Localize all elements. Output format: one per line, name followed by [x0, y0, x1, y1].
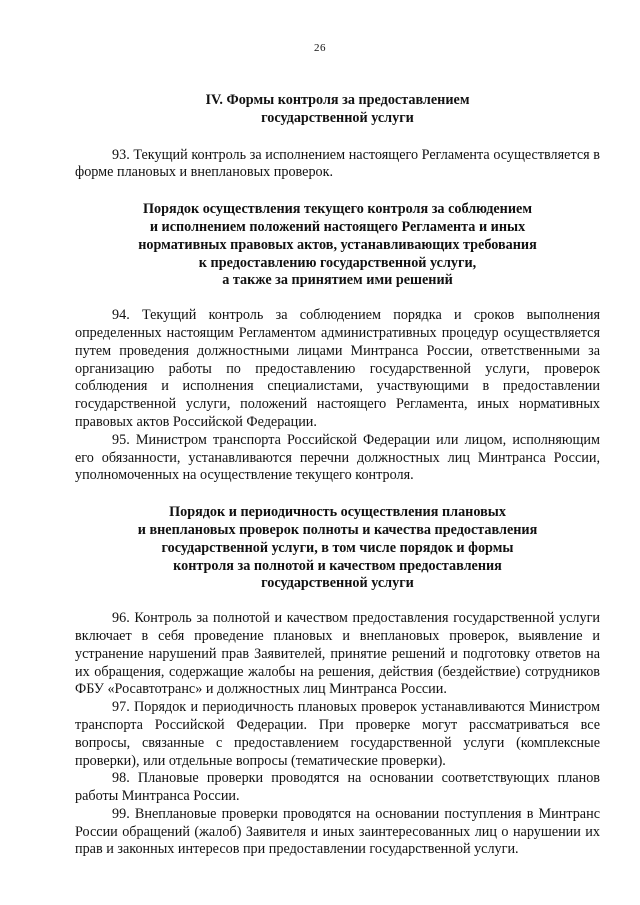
paragraph-97: 97. Порядок и периодичность плановых проверок устанавливаются Министром транспорта Российской Федерации. При проверке могут рассматриваться все вопросы, связанные с предоставлением государственной услуги (комплексные проверки), или отдельные вопросы (тематические проверки). [75, 699, 600, 769]
chapter-heading-line: IV. Формы контроля за предоставлением [205, 92, 470, 108]
page-content [75, 92, 600, 859]
section-heading-inspections [75, 504, 600, 593]
section-heading-line: и исполнением положений настоящего Регламента и иных [149, 218, 526, 235]
section-heading-line: нормативных правовых актов, устанавливающих требования [138, 236, 537, 253]
chapter-heading [75, 92, 600, 128]
section-heading-line: к предоставлению государственной услуги, [198, 254, 477, 271]
paragraph-98: 98. Плановые проверки проводятся на основании соответствующих планов работы Минтранса России. [75, 770, 600, 805]
section-heading-line: государственной услуги, в том числе порядок и формы [161, 539, 514, 556]
section-heading-line: контроля за полнотой и качеством предоставления [173, 557, 502, 574]
section-heading-line: а также за принятием ими решений [222, 272, 453, 289]
paragraph-94: 94. Текущий контроль за соблюдением порядка и сроков выполнения определенных настоящим Регламентом административных процедур осуществляется путем проведения должностными лицами Минтранса России, ответственными за организацию работы по предоставлению государственной услуги, проверок соблюдения и исполнения специалистами, участвующими в предоставлении государственной услуги, положений настоящего Регламента, иных нормативных правовых актов Российской Федерации. [75, 307, 600, 430]
paragraph-99: 99. Внеплановые проверки проводятся на основании поступления в Минтранс России обращений (жалоб) Заявителя и иных заинтересованных лиц о нарушении их прав и законных интересов при предоставлении государственной услуги. [75, 805, 600, 858]
section-heading-line: Порядок осуществления текущего контроля за соблюдением [143, 201, 532, 218]
paragraph-95: 95. Министром транспорта Российской Федерации или лицом, исполняющим его обязанности, устанавливаются перечни должностных лиц Минтранса России, уполномоченных на осуществление текущего контроля. [75, 431, 600, 484]
section-heading-line: государственной услуги [261, 575, 414, 592]
section-heading-line: и внеплановых проверок полноты и качества предоставления [137, 521, 538, 538]
section-heading-line: Порядок и периодичность осуществления плановых [169, 504, 506, 521]
page-number: 26 [314, 42, 326, 54]
chapter-heading-line: государственной услуги [261, 109, 414, 126]
section-heading-current-control [75, 201, 600, 290]
paragraph-93: 93. Текущий контроль за исполнением настоящего Регламента осуществляется в форме плановых и внеплановых проверок. [75, 146, 600, 181]
paragraph-96: 96. Контроль за полнотой и качеством предоставления государственной услуги включает в себя проведение плановых и внеплановых проверок, выявление и устранение нарушений прав Заявителей, принятие решений и подготовку ответов на их обращения, содержащие жалобы на решения, действия (бездействие) сотрудников ФБУ «Росавтотранс» и должностных лиц Минтранса России. [75, 610, 600, 698]
